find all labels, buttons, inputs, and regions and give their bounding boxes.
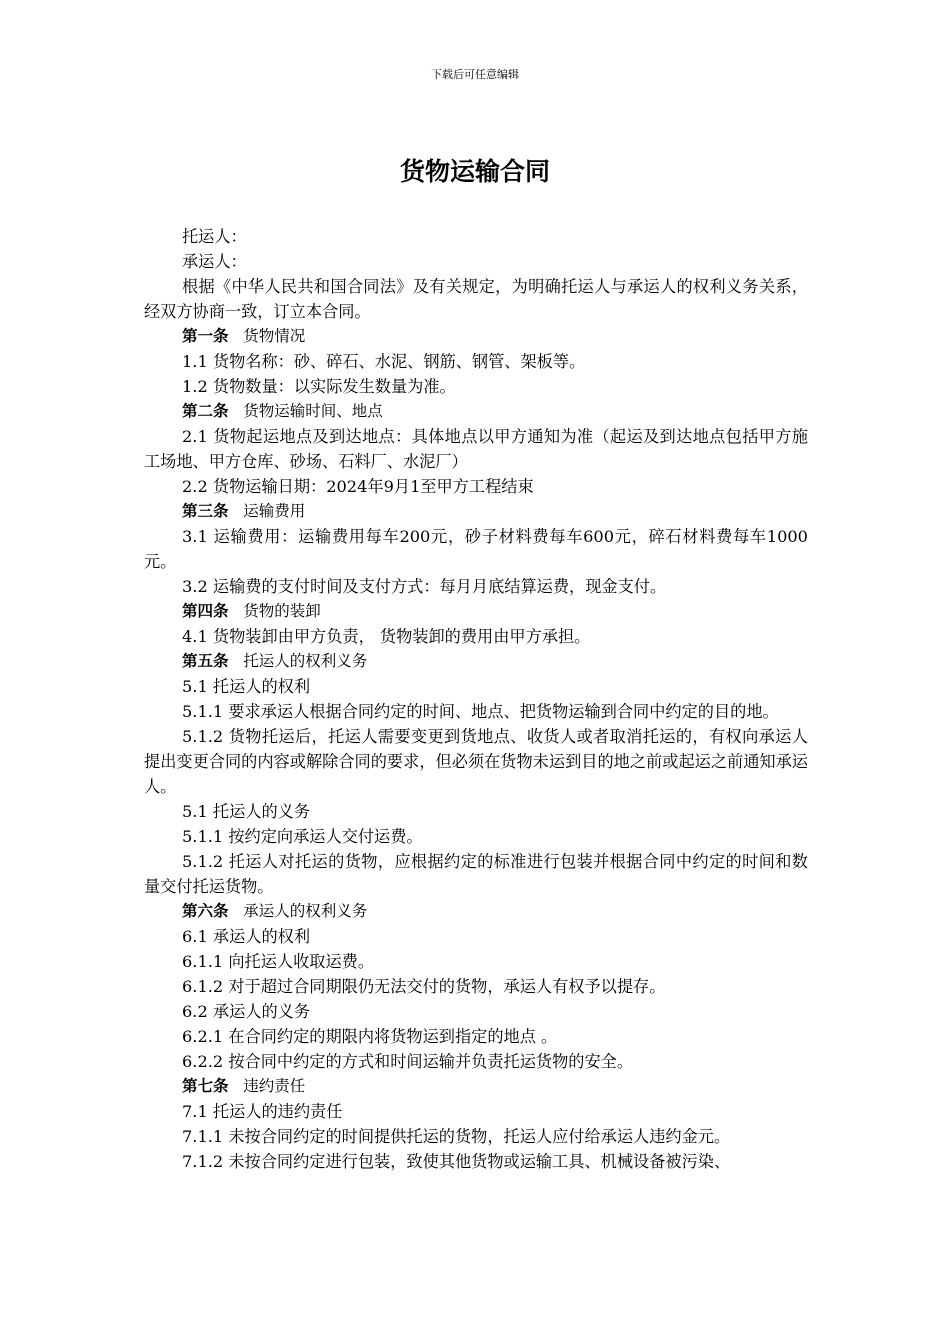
article-heading	[144, 499, 808, 524]
contract-paragraph: 托运人：	[182, 227, 247, 246]
article-number: 第三条	[182, 502, 229, 520]
article-title: 违约责任	[243, 1077, 306, 1095]
contract-paragraph: 7.1.1 未按合同约定的时间提供托运的货物，托运人应付给承运人违约金元。	[182, 1127, 731, 1146]
contract-paragraph: 1.1 货物名称：砂、碎石、水泥、钢筋、钢管、架板等。	[182, 352, 586, 371]
contract-paragraph: 6.2 承运人的义务	[182, 1002, 311, 1021]
article-heading	[144, 649, 808, 674]
article-number: 第六条	[182, 902, 229, 920]
contract-paragraph: 1.2 货物数量：以实际发生数量为准。	[182, 377, 456, 396]
contract-paragraph: 6.1.1 向托运人收取运费。	[182, 952, 375, 971]
article-number: 第二条	[182, 402, 229, 420]
article-number: 第五条	[182, 652, 229, 670]
article-heading	[144, 324, 808, 349]
header-note: 下载后可任意编辑	[431, 68, 519, 81]
contract-paragraph: 2.2 货物运输日期：2024年9月1至甲方工程结束	[182, 477, 534, 496]
contract-paragraph: 3.1 运输费用：运输费用每车200元，砂子材料费每车600元，碎石材料费每车1000元。	[144, 527, 808, 571]
contract-paragraph: 6.2.1 在合同约定的期限内将货物运到指定的地点 。	[182, 1027, 558, 1046]
contract-paragraph: 5.1.2 托运人对托运的货物，应根据约定的标准进行包装并根据合同中约定的时间和数量交付托运货物。	[144, 852, 808, 896]
contract-paragraph: 4.1 货物装卸由甲方负责， 货物装卸的费用由甲方承担。	[182, 627, 591, 646]
contract-paragraph: 2.1 货物起运地点及到达地点：具体地点以甲方通知为准（起运及到达地点包括甲方施工场地、甲方仓库、砂场、石料厂、水泥厂）	[144, 427, 808, 471]
article-title: 货物运输时间、地点	[243, 402, 383, 420]
document-title: 货物运输合同	[399, 157, 550, 186]
article-number: 第一条	[182, 327, 229, 345]
contract-paragraph: 6.1.2 对于超过合同期限仍无法交付的货物，承运人有权予以提存。	[182, 977, 666, 996]
article-heading	[144, 1074, 808, 1099]
article-number: 第四条	[182, 602, 229, 620]
article-title: 货物情况	[243, 327, 306, 345]
article-title: 托运人的权利义务	[243, 652, 368, 670]
contract-body	[144, 224, 808, 1174]
article-number: 第七条	[182, 1077, 229, 1095]
contract-paragraph: 5.1 托运人的义务	[182, 802, 311, 821]
contract-paragraph: 7.1.2 未按合同约定进行包装，致使其他货物或运输工具、机械设备被污染、	[182, 1152, 731, 1171]
article-heading	[144, 399, 808, 424]
contract-paragraph: 根据《中华人民共和国合同法》及有关规定，为明确托运人与承运人的权利义务关系，经双方协商一致，订立本合同。	[144, 277, 808, 321]
article-title: 运输费用	[243, 502, 306, 520]
contract-paragraph: 6.2.2 按合同中约定的方式和时间运输并负责托运货物的安全。	[182, 1052, 634, 1071]
contract-paragraph: 5.1.1 要求承运人根据合同约定的时间、地点、把货物运输到合同中约定的目的地。	[182, 702, 779, 721]
contract-paragraph: 5.1 托运人的权利	[182, 677, 311, 696]
contract-paragraph: 7.1 托运人的违约责任	[182, 1102, 343, 1121]
article-title: 货物的装卸	[243, 602, 321, 620]
article-title: 承运人的权利义务	[243, 902, 368, 920]
contract-paragraph: 承运人：	[182, 252, 247, 271]
article-heading	[144, 599, 808, 624]
article-heading	[144, 899, 808, 924]
contract-paragraph: 5.1.1 按约定向承运人交付运费。	[182, 827, 423, 846]
contract-paragraph: 5.1.2 货物托运后，托运人需要变更到货地点、收货人或者取消托运的，有权向承运人提出变更合同的内容或解除合同的要求，但必须在货物未运到目的地之前或起运之前通知承运人。	[144, 727, 808, 796]
contract-paragraph: 3.2 运输费的支付时间及支付方式：每月月底结算运费，现金支付。	[182, 577, 667, 596]
contract-paragraph: 6.1 承运人的权利	[182, 927, 311, 946]
